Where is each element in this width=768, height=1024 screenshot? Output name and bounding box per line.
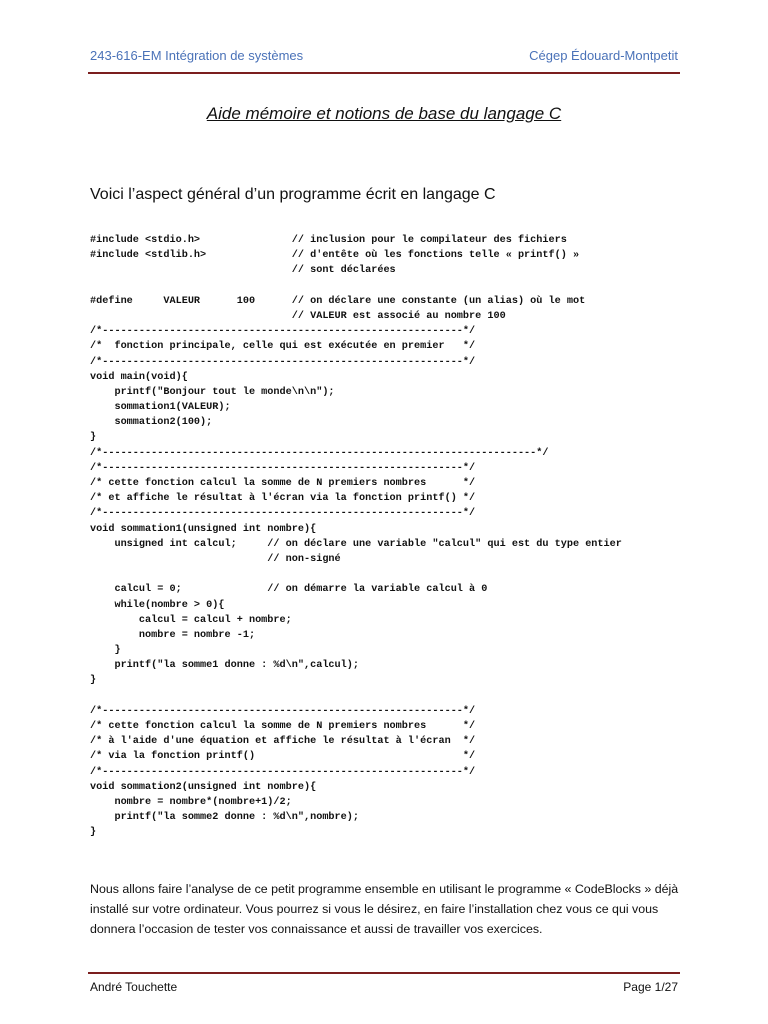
code-line: nombre = nombre*(nombre+1)/2;: [90, 796, 292, 808]
section-heading: Voici l’aspect général d’un programme écrit en langage C: [90, 186, 496, 203]
code-line: [90, 689, 710, 704]
code-line: nombre = nombre -1;: [90, 629, 256, 641]
code-line: }: [90, 827, 97, 839]
code-line: [90, 279, 710, 294]
code-line: /* à l'aide d'une équation et affiche le résultat à l'écran */: [90, 736, 476, 748]
code-line: /* cette fonction calcul la somme de N premiers nombres */: [90, 478, 476, 489]
code-line: /*-----------------------------------------------------------*/: [90, 508, 476, 520]
code-line: calcul = calcul + nombre;: [90, 614, 292, 626]
code-line: /* et affiche le résultat à l'écran via la fonction printf() */: [90, 493, 476, 505]
footer-page-number: Page 1/27: [623, 980, 678, 994]
code-line: #define VALEUR 100 // on déclare une constante (un alias) où le mot: [90, 295, 586, 307]
code-line: /* fonction principale, celle qui est exécutée en premier */: [90, 341, 476, 353]
code-line: sommation1(VALEUR);: [90, 402, 231, 414]
code-line: void main(void){: [90, 371, 188, 383]
code-line: // non-signé: [90, 553, 341, 565]
code-line: // sont déclarées: [90, 265, 396, 277]
code-line: /*-----------------------------------------------------------*/: [90, 462, 476, 474]
code-line: while(nombre > 0){: [90, 599, 225, 611]
code-line: /*-----------------------------------------------------------*/: [90, 356, 476, 368]
header-course-code: 243-616-EM Intégration de systèmes: [90, 48, 304, 63]
code-line: void sommation1(unsigned int nombre){: [90, 523, 317, 535]
header-institution: Cégep Édouard-Montpetit: [529, 48, 678, 63]
code-line: #include <stdlib.h> // d'entête où les fonctions telle « printf() »: [90, 250, 580, 262]
code-line: printf("Bonjour tout le monde\n\n");: [90, 386, 335, 398]
footer-author: André Touchette: [90, 980, 178, 994]
code-line: }: [90, 675, 97, 687]
code-line: }: [90, 645, 121, 657]
footer-divider: [88, 972, 680, 974]
code-line: // VALEUR est associé au nombre 100: [90, 310, 506, 322]
code-line: sommation2(100);: [90, 417, 213, 429]
code-line: /* cette fonction calcul la somme de N premiers nombres */: [90, 721, 476, 732]
code-line: unsigned int calcul; // on déclare une variable "calcul" qui est du type entier: [90, 538, 622, 550]
header-divider: [88, 72, 680, 74]
code-line: /*-----------------------------------------------------------*/: [90, 326, 476, 338]
code-line: calcul = 0; // on démarre la variable calcul à 0: [90, 584, 488, 596]
code-line: void sommation2(unsigned int nombre){: [90, 781, 317, 793]
code-line: #include <stdio.h> // inclusion pour le compilateur des fichiers: [90, 235, 567, 246]
code-line: /*-----------------------------------------------------------*/: [90, 705, 476, 717]
code-line: printf("la somme1 donne : %d\n",calcul);: [90, 660, 359, 672]
code-line: /*-----------------------------------------------------------------------*/: [90, 447, 549, 459]
code-line: /*-----------------------------------------------------------*/: [90, 766, 476, 778]
code-line: [90, 567, 710, 582]
code-line: }: [90, 432, 97, 444]
code-line: /* via la fonction printf() */: [90, 751, 476, 763]
code-line: printf("la somme2 donne : %d\n",nombre);: [90, 812, 359, 824]
body-paragraph: Nous allons faire l’analyse de ce petit programme ensemble en utilisant le programme « CodeBlocks » déjà installé sur votre ordinateur. Vous pourrez si vous le désirez, en faire l’installation chez vous ce qui vous donnera l’occasion de tester vos connaissance et aussi de travailler vos exercices.: [90, 882, 679, 936]
code-listing: [90, 233, 710, 841]
document-title: Aide mémoire et notions de base du langage C: [206, 104, 562, 123]
